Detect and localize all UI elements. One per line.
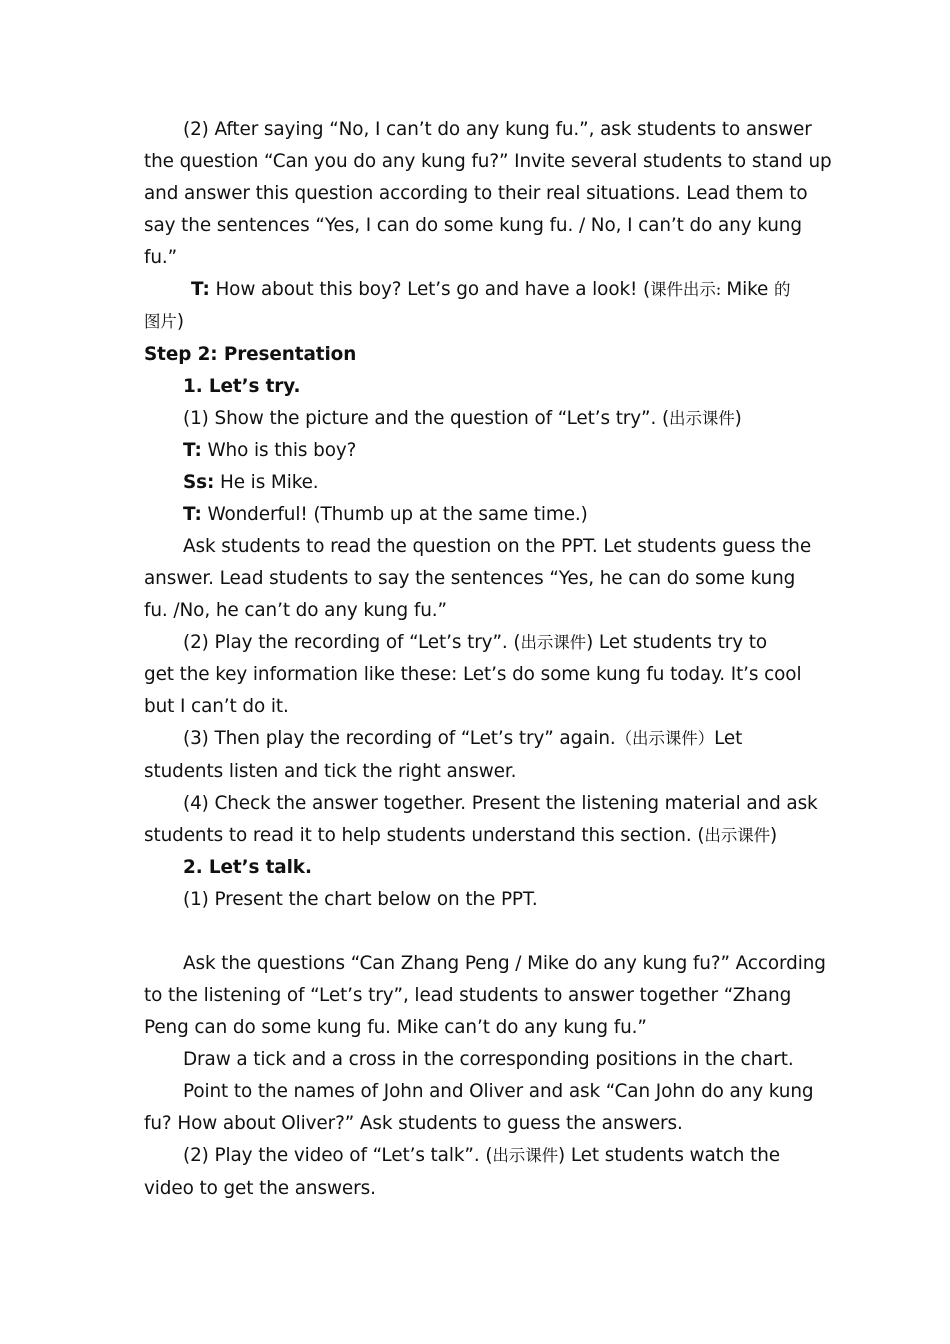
paragraph-text: (2) Play the video of “Let’s talk”. ( <box>183 1145 493 1166</box>
paragraph-text: ) <box>770 825 778 846</box>
paragraph-line: Point to the names of John and Oliver and ask “Can John do any kung <box>183 1081 814 1102</box>
teacher-line-cont <box>144 306 184 338</box>
paragraph-line: fu? How about Oliver?” Ask students to guess the answers. <box>144 1113 683 1134</box>
paragraph-line: (4) Check the answer together. Present the listening material and ask <box>183 793 818 814</box>
paragraph-text: (1) Show the picture and the question of “Let’s try”. ( <box>183 408 670 429</box>
teacher-line <box>191 274 790 306</box>
chinese-note: 图片 <box>144 312 177 331</box>
dialogue-text: Wonderful! (Thumb up at the same time.) <box>201 504 588 525</box>
paragraph-line: Ask students to read the question on the PPT. Let students guess the <box>183 536 812 557</box>
chinese-note: 出示课件 <box>520 633 587 652</box>
paragraph-line: say the sentences “Yes, I can do some kung fu. / No, I can’t do any kung <box>144 215 802 236</box>
paragraph-line <box>183 403 742 435</box>
dialogue-text: ) <box>176 311 184 332</box>
paragraph-line: but I can’t do it. <box>144 696 289 717</box>
chinese-note: 的 <box>773 280 791 299</box>
chinese-note: 出示课件 <box>669 409 735 428</box>
subsection-heading: 1. Let’s try. <box>183 376 301 397</box>
paragraph-line <box>183 627 767 659</box>
chinese-note: 课件出示: <box>650 280 727 299</box>
paragraph-line: to the listening of “Let’s try”, lead students to answer together “Zhang <box>144 985 792 1006</box>
paragraph-line: students listen and tick the right answer. <box>144 761 517 782</box>
dialogue-line <box>183 435 356 467</box>
paragraph-text: Let <box>714 728 743 749</box>
subsection-heading: 2. Let’s talk. <box>183 857 312 878</box>
paragraph-text: ) Let students watch the <box>558 1145 780 1166</box>
paragraph-line: get the key information like these: Let’s do some kung fu today. It’s cool <box>144 664 802 685</box>
speaker-label: T: <box>183 440 202 461</box>
dialogue-text: Mike <box>726 279 774 300</box>
paragraph-line: the question “Can you do any kung fu?” Invite several students to stand up <box>144 151 832 172</box>
paragraph-text: ) Let students try to <box>586 632 767 653</box>
paragraph-line: fu.” <box>144 247 178 268</box>
section-heading: Step 2: Presentation <box>144 344 357 365</box>
paragraph-line: video to get the answers. <box>144 1178 376 1199</box>
paragraph-text: students to read it to help students understand this section. ( <box>144 825 705 846</box>
chinese-note: 出示课件 <box>492 1146 558 1165</box>
paragraph-line: (2) After saying “No, I can’t do any kung fu.”, ask students to answer <box>183 119 812 140</box>
dialogue-line <box>183 467 319 499</box>
paragraph-line <box>183 723 742 755</box>
paragraph-line: (1) Present the chart below on the PPT. <box>183 889 538 910</box>
paragraph-line: Ask the questions “Can Zhang Peng / Mike do any kung fu?” According <box>183 953 826 974</box>
paragraph-line: Peng can do some kung fu. Mike can’t do any kung fu.” <box>144 1017 647 1038</box>
paragraph-text: (3) Then play the recording of “Let’s try” again. <box>183 728 616 749</box>
paragraph-line: and answer this question according to their real situations. Lead them to <box>144 183 808 204</box>
paragraph-line <box>144 820 777 852</box>
paragraph-line: Draw a tick and a cross in the corresponding positions in the chart. <box>183 1049 794 1070</box>
paragraph-text: (2) Play the recording of “Let’s try”. ( <box>183 632 521 653</box>
speaker-label: Ss: <box>183 472 215 493</box>
dialogue-text: Who is this boy? <box>201 440 357 461</box>
chinese-note: （出示课件） <box>615 729 715 748</box>
paragraph-line: answer. Lead students to say the sentences “Yes, he can do some kung <box>144 568 796 589</box>
speaker-label: T: <box>191 279 210 300</box>
dialogue-text: He is Mike. <box>214 472 319 493</box>
dialogue-line <box>183 499 588 531</box>
paragraph-line <box>183 1140 780 1172</box>
dialogue-text: How about this boy? Let’s go and have a look! ( <box>209 279 651 300</box>
paragraph-text: ) <box>734 408 742 429</box>
paragraph-line: fu. /No, he can’t do any kung fu.” <box>144 600 447 621</box>
speaker-label: T: <box>183 504 202 525</box>
chinese-note: 出示课件 <box>704 826 771 845</box>
